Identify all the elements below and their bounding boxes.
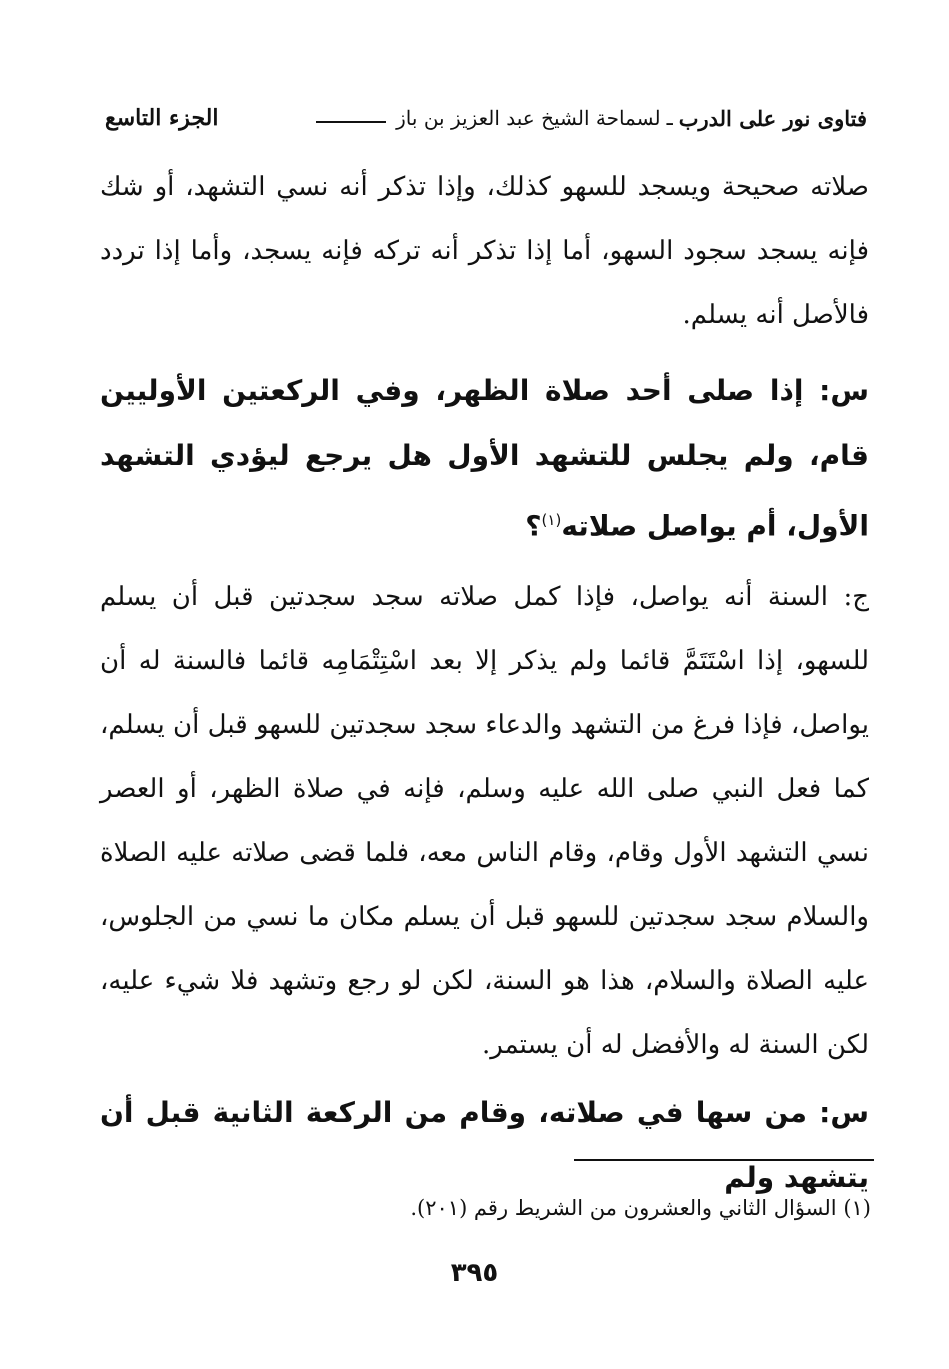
answer-1: ج: السنة أنه يواصل، فإذا كمل صلاته سجد سجدتين قبل أن يسلم للسهو، إذا اسْتَتَمَّ قائما ولم يذكر إلا بعد اسْتِتْمَامِه قائما فالسنة له أن يواصل، فإذا فرغ من التشهد والدعاء سجد سجدتين للسهو قبل أن يسلم، كما فعل النبي صلى الله عليه وسلم، فإنه في صلاة الظهر، أو العصر نسي التشهد الأول وقام، وقام الناس معه، فلما قضى صلاته عليه الصلاة والسلام سجد سجدتين للسهو قبل أن يسلم مكان ما نسي من الجلوس، عليه الصلاة والسلام، هذا هو السنة، لكن لو رجع وتشهد فلا شيء عليه، لكن السنة له والأفضل له أن يستمر. [100, 582, 869, 1060]
question-mark: ؟ [525, 509, 542, 543]
question-1 [100, 358, 869, 558]
author-line: لسماحة الشيخ عبد العزيز بن باز [396, 106, 661, 130]
paragraph-continuation: صلاته صحيحة ويسجد للسهو كذلك، وإذا تذكر أنه نسي التشهد، أو شك فإنه يسجد سجود السهو، أما إذا تذكر أنه تركه فإنه يسجد، وأما إذا تردد فالأصل أنه يسلم. [100, 172, 869, 330]
page-number: ٣٩٥ [450, 1258, 499, 1288]
header-separator: ـ [666, 106, 673, 130]
header-title-group [312, 106, 867, 131]
question-2: س: من سها في صلاته، وقام من الركعة الثانية قبل أن يتشهد ولم [100, 1096, 869, 1194]
header-rule [316, 121, 386, 123]
question-1-text: س: إذا صلى أحد صلاة الظهر، وفي الركعتين الأوليين قام، ولم يجلس للتشهد الأول هل يرجع ليؤدي التشهد الأول، أم يواصل صلاته [100, 374, 869, 543]
volume-label: الجزء التاسع [105, 105, 219, 131]
footnote-reference: (١) [541, 511, 562, 529]
footnote-divider [574, 1159, 874, 1161]
book-title: فتاوى نور على الدرب [678, 105, 867, 131]
running-header [105, 98, 867, 138]
footnote: (١) السؤال الثاني والعشرون من الشريط رقم (٢٠١). [410, 1196, 871, 1220]
